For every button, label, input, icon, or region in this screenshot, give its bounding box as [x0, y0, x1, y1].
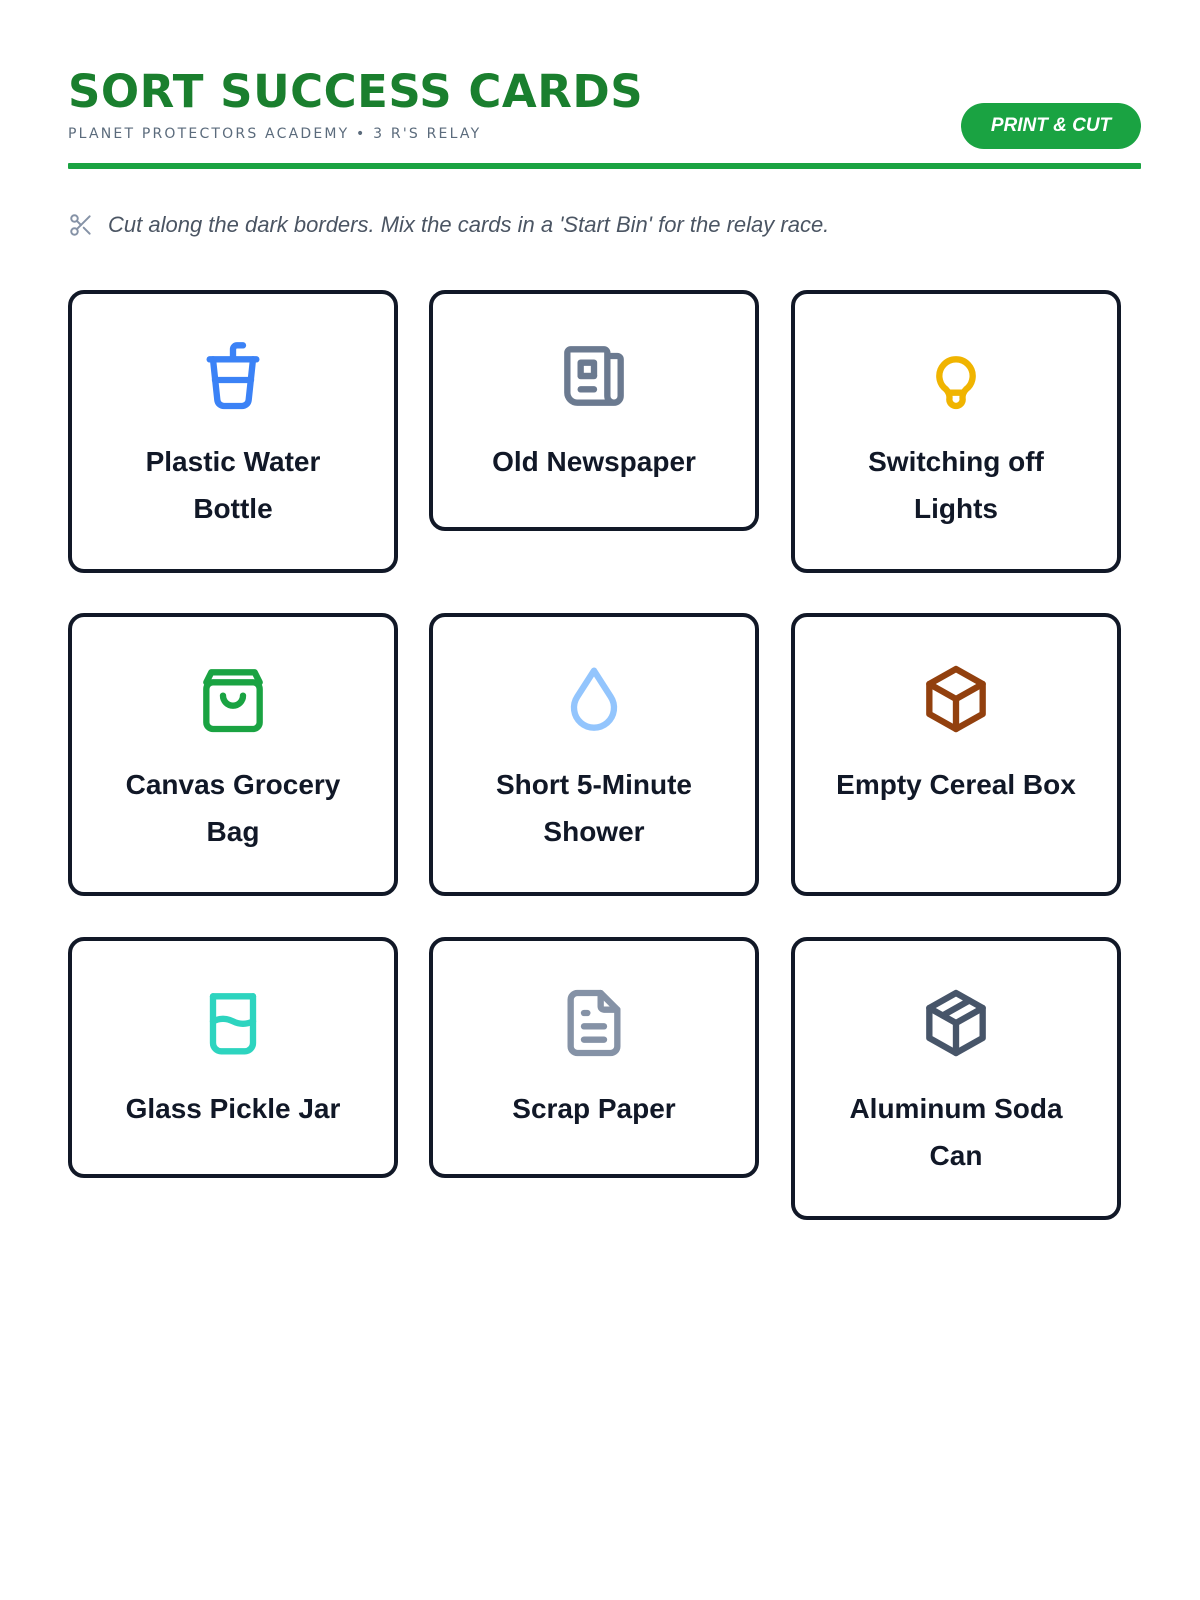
- page-header: [68, 0, 1141, 170]
- sort-card-short-5-minute-shower[interactable]: [429, 613, 759, 896]
- card-label: Scrap Paper: [512, 1093, 676, 1124]
- card-label: Plastic Water Bottle: [145, 446, 321, 524]
- sort-card-glass-pickle-jar[interactable]: [68, 937, 398, 1178]
- header-divider: [68, 163, 1141, 169]
- water-drop-icon: [554, 659, 634, 739]
- sort-card-switching-off-lights[interactable]: [791, 290, 1121, 573]
- card-label: Canvas Grocery Bag: [125, 769, 341, 847]
- page-title: SORT SUCCESS CARDS: [68, 65, 644, 118]
- print-and-cut-button[interactable]: PRINT & CUT: [961, 103, 1141, 149]
- shopping-bag-icon: [193, 659, 273, 739]
- page-subtitle: PLANET PROTECTORS ACADEMY • 3 R'S RELAY: [68, 126, 482, 142]
- package-icon: [916, 983, 996, 1063]
- glass-jar-icon: [193, 983, 273, 1063]
- card-label: Old Newspaper: [492, 446, 696, 477]
- sort-card-old-newspaper[interactable]: [429, 290, 759, 531]
- cup-with-straw-icon: [193, 336, 273, 416]
- sort-card-aluminum-soda-can[interactable]: [791, 937, 1121, 1220]
- card-label: Empty Cereal Box: [836, 769, 1076, 800]
- card-label: Short 5-Minute Shower: [496, 769, 692, 847]
- card-label: Aluminum Soda Can: [849, 1093, 1063, 1171]
- scissors-icon: [68, 212, 94, 238]
- worksheet-page: [68, 0, 1141, 1171]
- card-label: Switching off Lights: [868, 446, 1044, 524]
- lightbulb-icon: [916, 336, 996, 416]
- newspaper-icon: [554, 336, 634, 416]
- sort-card-scrap-paper[interactable]: [429, 937, 759, 1178]
- instructions: [68, 210, 829, 240]
- sort-card-canvas-grocery-bag[interactable]: [68, 613, 398, 896]
- card-label: Glass Pickle Jar: [125, 1093, 341, 1124]
- sort-card-plastic-water-bottle[interactable]: [68, 290, 398, 573]
- document-icon: [554, 983, 634, 1063]
- sort-card-empty-cereal-box[interactable]: [791, 613, 1121, 896]
- box-icon: [916, 659, 996, 739]
- instruction-text: Cut along the dark borders. Mix the cards in a 'Start Bin' for the relay race.: [108, 212, 830, 237]
